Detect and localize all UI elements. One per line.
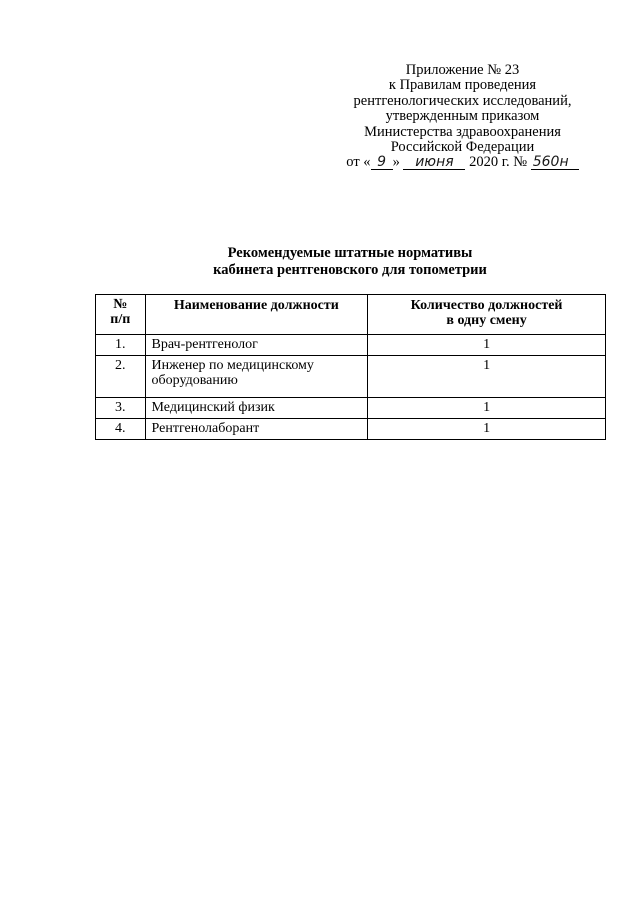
- appendix-line: Министерства здравоохранения: [364, 123, 561, 140]
- table-row: [96, 335, 606, 356]
- row-position-count: 1: [368, 398, 606, 419]
- date-prefix: от «: [346, 154, 371, 171]
- appendix-line: Приложение № 23: [405, 62, 520, 78]
- row-position-name: Врач-рентгенолог: [145, 335, 368, 356]
- date-mid: »: [392, 154, 400, 171]
- appendix-line: к Правилам проведения: [388, 77, 537, 94]
- header-count-line-2: в одну смену: [446, 313, 527, 328]
- year-and-number-label: 2020 г. №: [469, 154, 528, 171]
- table-row: [96, 419, 606, 440]
- order-date-line: [340, 155, 585, 170]
- header-number-line-2: п/п: [110, 312, 131, 327]
- row-number: 4.: [96, 419, 146, 440]
- row-position-name: Рентгенолаборант: [145, 419, 368, 440]
- document-title: [150, 245, 550, 279]
- row-number: 1.: [96, 335, 146, 356]
- row-position-name: Медицинский физик: [145, 398, 368, 419]
- table-row: [96, 398, 606, 419]
- appendix-line: утвержденным приказом: [385, 108, 540, 125]
- handwritten-month: июня: [403, 155, 465, 170]
- row-position-count: 1: [368, 419, 606, 440]
- appendix-line: Российской Федерации: [390, 139, 535, 156]
- header-position-name: Наименование должности: [145, 295, 368, 335]
- row-position-name: Инженер по медицинскому оборудованию: [145, 356, 368, 398]
- header-number-line-1: №: [113, 297, 128, 312]
- row-number: 2.: [96, 356, 146, 398]
- table-row: [96, 356, 606, 398]
- handwritten-day: 9: [371, 155, 393, 170]
- row-position-count: 1: [368, 356, 606, 398]
- appendix-line: рентгенологических исследований,: [353, 92, 572, 109]
- row-number: 3.: [96, 398, 146, 419]
- header-number: [96, 295, 146, 335]
- title-line-2: кабинета рентгеновского для топометрии: [213, 262, 487, 278]
- table-header-row: [96, 295, 606, 335]
- header-position-count: [368, 295, 606, 335]
- row-position-count: 1: [368, 335, 606, 356]
- header-count-line-1: Количество должностей: [410, 298, 563, 313]
- appendix-header: [340, 63, 585, 171]
- title-line-1: Рекомендуемые штатные нормативы: [227, 245, 473, 261]
- handwritten-order-number: 560н: [531, 155, 579, 170]
- staffing-table: [95, 294, 606, 440]
